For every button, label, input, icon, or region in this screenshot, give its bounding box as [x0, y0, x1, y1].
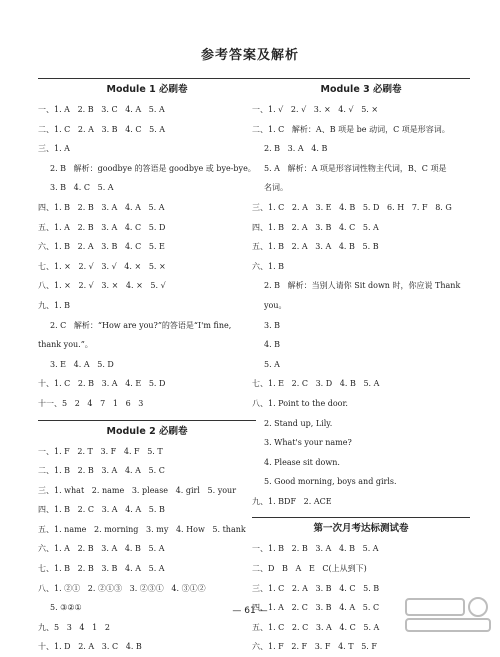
answer-line: 3. B: [264, 320, 281, 330]
answer-line: 六、1. B: [252, 261, 285, 271]
answer-line: 名词。: [264, 183, 288, 193]
answer-line: 八、1. ②① 2. ②①③ 3. ②③① 4. ③①②: [38, 583, 206, 593]
answer-line: 5. A: [264, 359, 280, 369]
section-title: Module 3 必刷卷: [320, 84, 402, 95]
answer-line: 五、1. A 2. B 3. A 4. C 5. D: [38, 222, 166, 232]
answer-line: 四、1. B 2. B 3. A 4. A 5. A: [38, 202, 165, 212]
answer-line: 二、D B A E C(上从到下): [252, 564, 367, 574]
answer-line: 四、1. B 2. A 3. B 4. C 5. A: [252, 222, 379, 232]
answer-line: 一、1. F 2. T 3. F 4. F 5. T: [38, 446, 163, 456]
left-column: [38, 72, 256, 657]
answer-line: 七、1. B 2. B 3. B 4. A 5. A: [38, 564, 165, 574]
page-number: — 61 —: [232, 606, 268, 616]
answer-line: 七、1. × 2. √ 3. √ 4. × 5. ×: [38, 261, 166, 271]
section-heading: [38, 414, 256, 442]
answer-line: 三、1. A: [38, 144, 70, 154]
section-heading: [252, 511, 470, 539]
answer-line: 九、1. BDF 2. ACE: [252, 496, 332, 506]
answer-line: 3. B 4. C 5. A: [50, 183, 114, 193]
answer-line: 二、1. B 2. B 3. A 4. A 5. C: [38, 466, 165, 476]
section-rule: [252, 517, 470, 518]
answer-line: 九、1. B: [38, 300, 71, 310]
section-title: Module 1 必刷卷: [106, 84, 188, 95]
answer-line: 3. E 4. A 5. D: [50, 359, 114, 369]
right-column: [252, 72, 470, 657]
answer-line: 十、1. C 2. B 3. A 4. E 5. D: [38, 379, 166, 389]
answer-line: 2. B 解析：goodbye 的答语是 goodbye 或 bye-bye。: [50, 163, 256, 173]
answer-line: 5. A 解析：A 项是形容词性物主代词，B、C 项是: [264, 163, 447, 173]
answer-line: 五、1. C 2. C 3. A 4. C 5. A: [252, 622, 380, 632]
section-heading: [38, 72, 256, 100]
answer-line: 五、1. B 2. A 3. A 4. B 5. B: [252, 242, 379, 252]
page-title: 参考答案及解析: [200, 48, 299, 63]
section-title: Module 2 必刷卷: [106, 425, 188, 437]
answer-line: 2. B 解析：当别人请你 Sit down 时，你应说 Thank: [264, 281, 461, 291]
answer-line: 八、1. × 2. √ 3. × 4. × 5. √: [38, 281, 166, 291]
answer-line: thank you.”。: [38, 340, 93, 350]
answer-line: 六、1. B 2. A 3. B 4. C 5. E: [38, 242, 165, 252]
answer-line: 三、1. what 2. name 3. please 4. girl 5. your: [38, 485, 237, 495]
section-rule: [252, 78, 470, 79]
answer-line: 二、1. C 解析：A、B 项是 be 动词，C 项是形容词。: [252, 124, 450, 134]
answer-line: 二、1. C 2. A 3. B 4. C 5. A: [38, 124, 166, 134]
section-rule: [38, 420, 256, 421]
answer-line: 三、1. C 2. A 3. B 4. C 5. B: [252, 583, 380, 593]
answer-line: 四、1. A 2. C 3. B 4. A 5. C: [252, 603, 380, 613]
answer-line: 五、1. name 2. morning 3. my 4. How 5. thank: [38, 524, 246, 534]
answer-line: 四、1. B 2. C 3. A 4. A 5. B: [38, 505, 165, 515]
answer-line: 一、1. B 2. B 3. A 4. B 5. A: [252, 544, 379, 554]
answer-line: 4. B: [264, 340, 281, 350]
section-heading: [252, 72, 470, 100]
answer-line: 七、1. E 2. C 3. D 4. B 5. A: [252, 379, 380, 389]
answer-line: 2. Stand up, Lily.: [264, 418, 333, 428]
answer-line: 5. Good morning, boys and girls.: [264, 477, 397, 487]
answer-line: 六、1. A 2. B 3. A 4. B 5. A: [38, 544, 165, 554]
answer-line: 九、5 3 4 1 2: [38, 622, 110, 632]
answer-line: 3. What's your name?: [264, 438, 352, 448]
answer-line: you。: [264, 300, 287, 310]
watermark-logo: [402, 595, 494, 635]
answer-line: 一、1. √ 2. √ 3. × 4. √ 5. ×: [252, 105, 379, 114]
answer-line: 2. C 解析：“How are you?”的答语是“I'm fine,: [50, 320, 232, 330]
answer-line: 三、1. C 2. A 3. E 4. B 5. D 6. H 7. F 8. G: [252, 202, 452, 212]
section-rule: [38, 78, 256, 79]
answer-line: 十一、5 2 4 7 1 6 3: [38, 398, 144, 408]
answer-line: 十、1. D 2. A 3. C 4. B: [38, 642, 142, 652]
answer-line: 2. B 3. A 4. B: [264, 144, 328, 154]
answer-line: 一、1. A 2. B 3. C 4. A 5. A: [38, 105, 165, 114]
answer-line: 六、1. F 2. F 3. F 4. T 5. F: [252, 642, 377, 652]
section-title: 第一次月考达标测试卷: [313, 523, 409, 535]
answer-line: 八、1. Point to the door.: [252, 398, 348, 408]
answer-line: 5. ③②①: [50, 603, 82, 613]
answer-line: 4. Please sit down.: [264, 457, 340, 467]
